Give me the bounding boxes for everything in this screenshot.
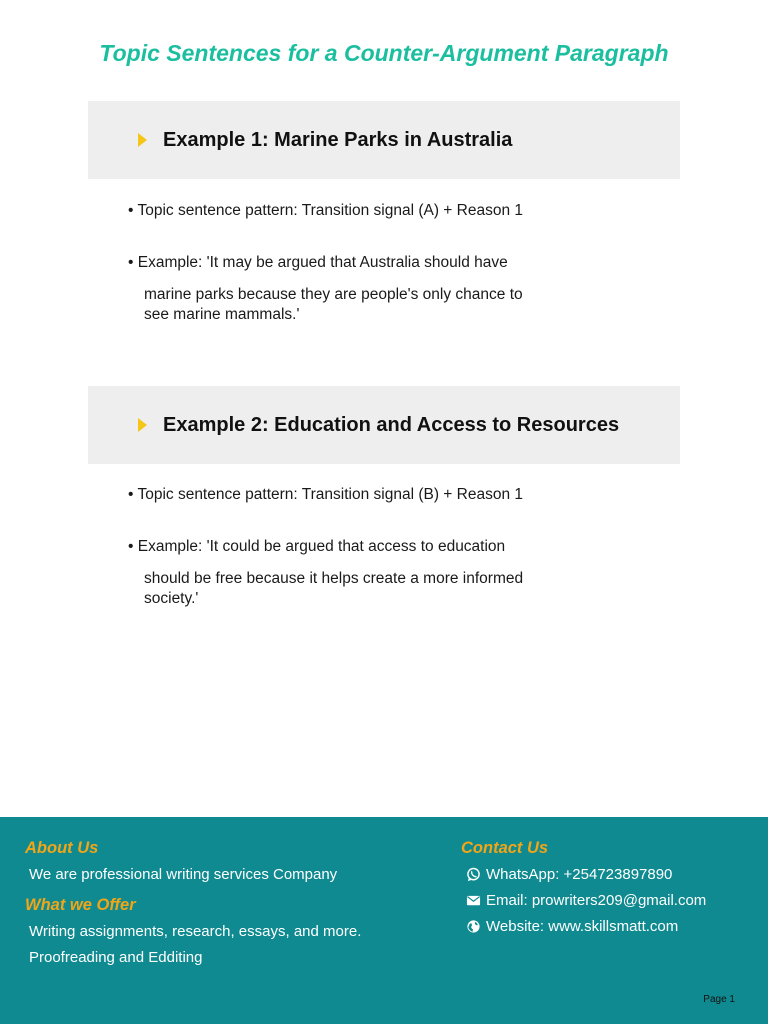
example-2-example-line3: society.' xyxy=(144,590,199,607)
whatsapp-contact[interactable] xyxy=(466,866,672,883)
envelope-icon xyxy=(466,893,481,908)
example-1-example-line1: • Example: 'It may be argued that Australia should have xyxy=(128,254,508,271)
example-2-heading: Example 2: Education and Access to Resources xyxy=(163,413,620,436)
example-2-example-line2: should be free because it helps create a more informed xyxy=(144,570,524,587)
example-2-example-line1: • Example: 'It could be argued that access to education xyxy=(128,538,506,555)
example-2-header xyxy=(88,386,680,464)
offer-line-1: Writing assignments, research, essays, and more. xyxy=(29,923,362,940)
example-1-header xyxy=(88,101,680,179)
example-1-example-line2: marine parks because they are people's only chance to xyxy=(144,286,523,303)
whatsapp-text: WhatsApp: +254723897890 xyxy=(486,866,673,883)
website-text: Website: www.skillsmatt.com xyxy=(486,918,679,935)
email-contact[interactable] xyxy=(466,892,706,909)
caret-right-icon xyxy=(138,418,147,432)
page-title: Topic Sentences for a Counter-Argument Paragraph xyxy=(99,40,669,66)
example-1-pattern: • Topic sentence pattern: Transition signal (A) + Reason 1 xyxy=(128,202,524,219)
example-2-pattern: • Topic sentence pattern: Transition signal (B) + Reason 1 xyxy=(128,486,524,503)
about-us-title: About Us xyxy=(25,839,99,857)
contact-us-title: Contact Us xyxy=(461,839,549,857)
whatsapp-icon xyxy=(466,867,481,882)
footer xyxy=(0,817,768,1024)
example-1-example-line3: see marine mammals.' xyxy=(144,306,300,323)
about-us-text: We are professional writing services Company xyxy=(29,866,338,883)
website-contact[interactable] xyxy=(466,918,678,935)
example-1-heading: Example 1: Marine Parks in Australia xyxy=(163,128,513,151)
email-text: Email: prowriters209@gmail.com xyxy=(486,892,707,909)
globe-icon xyxy=(466,919,481,934)
caret-right-icon xyxy=(138,133,147,147)
page-number: Page 1 xyxy=(703,994,735,1005)
what-we-offer-title: What we Offer xyxy=(25,896,136,914)
offer-line-2: Proofreading and Edditing xyxy=(29,949,203,966)
